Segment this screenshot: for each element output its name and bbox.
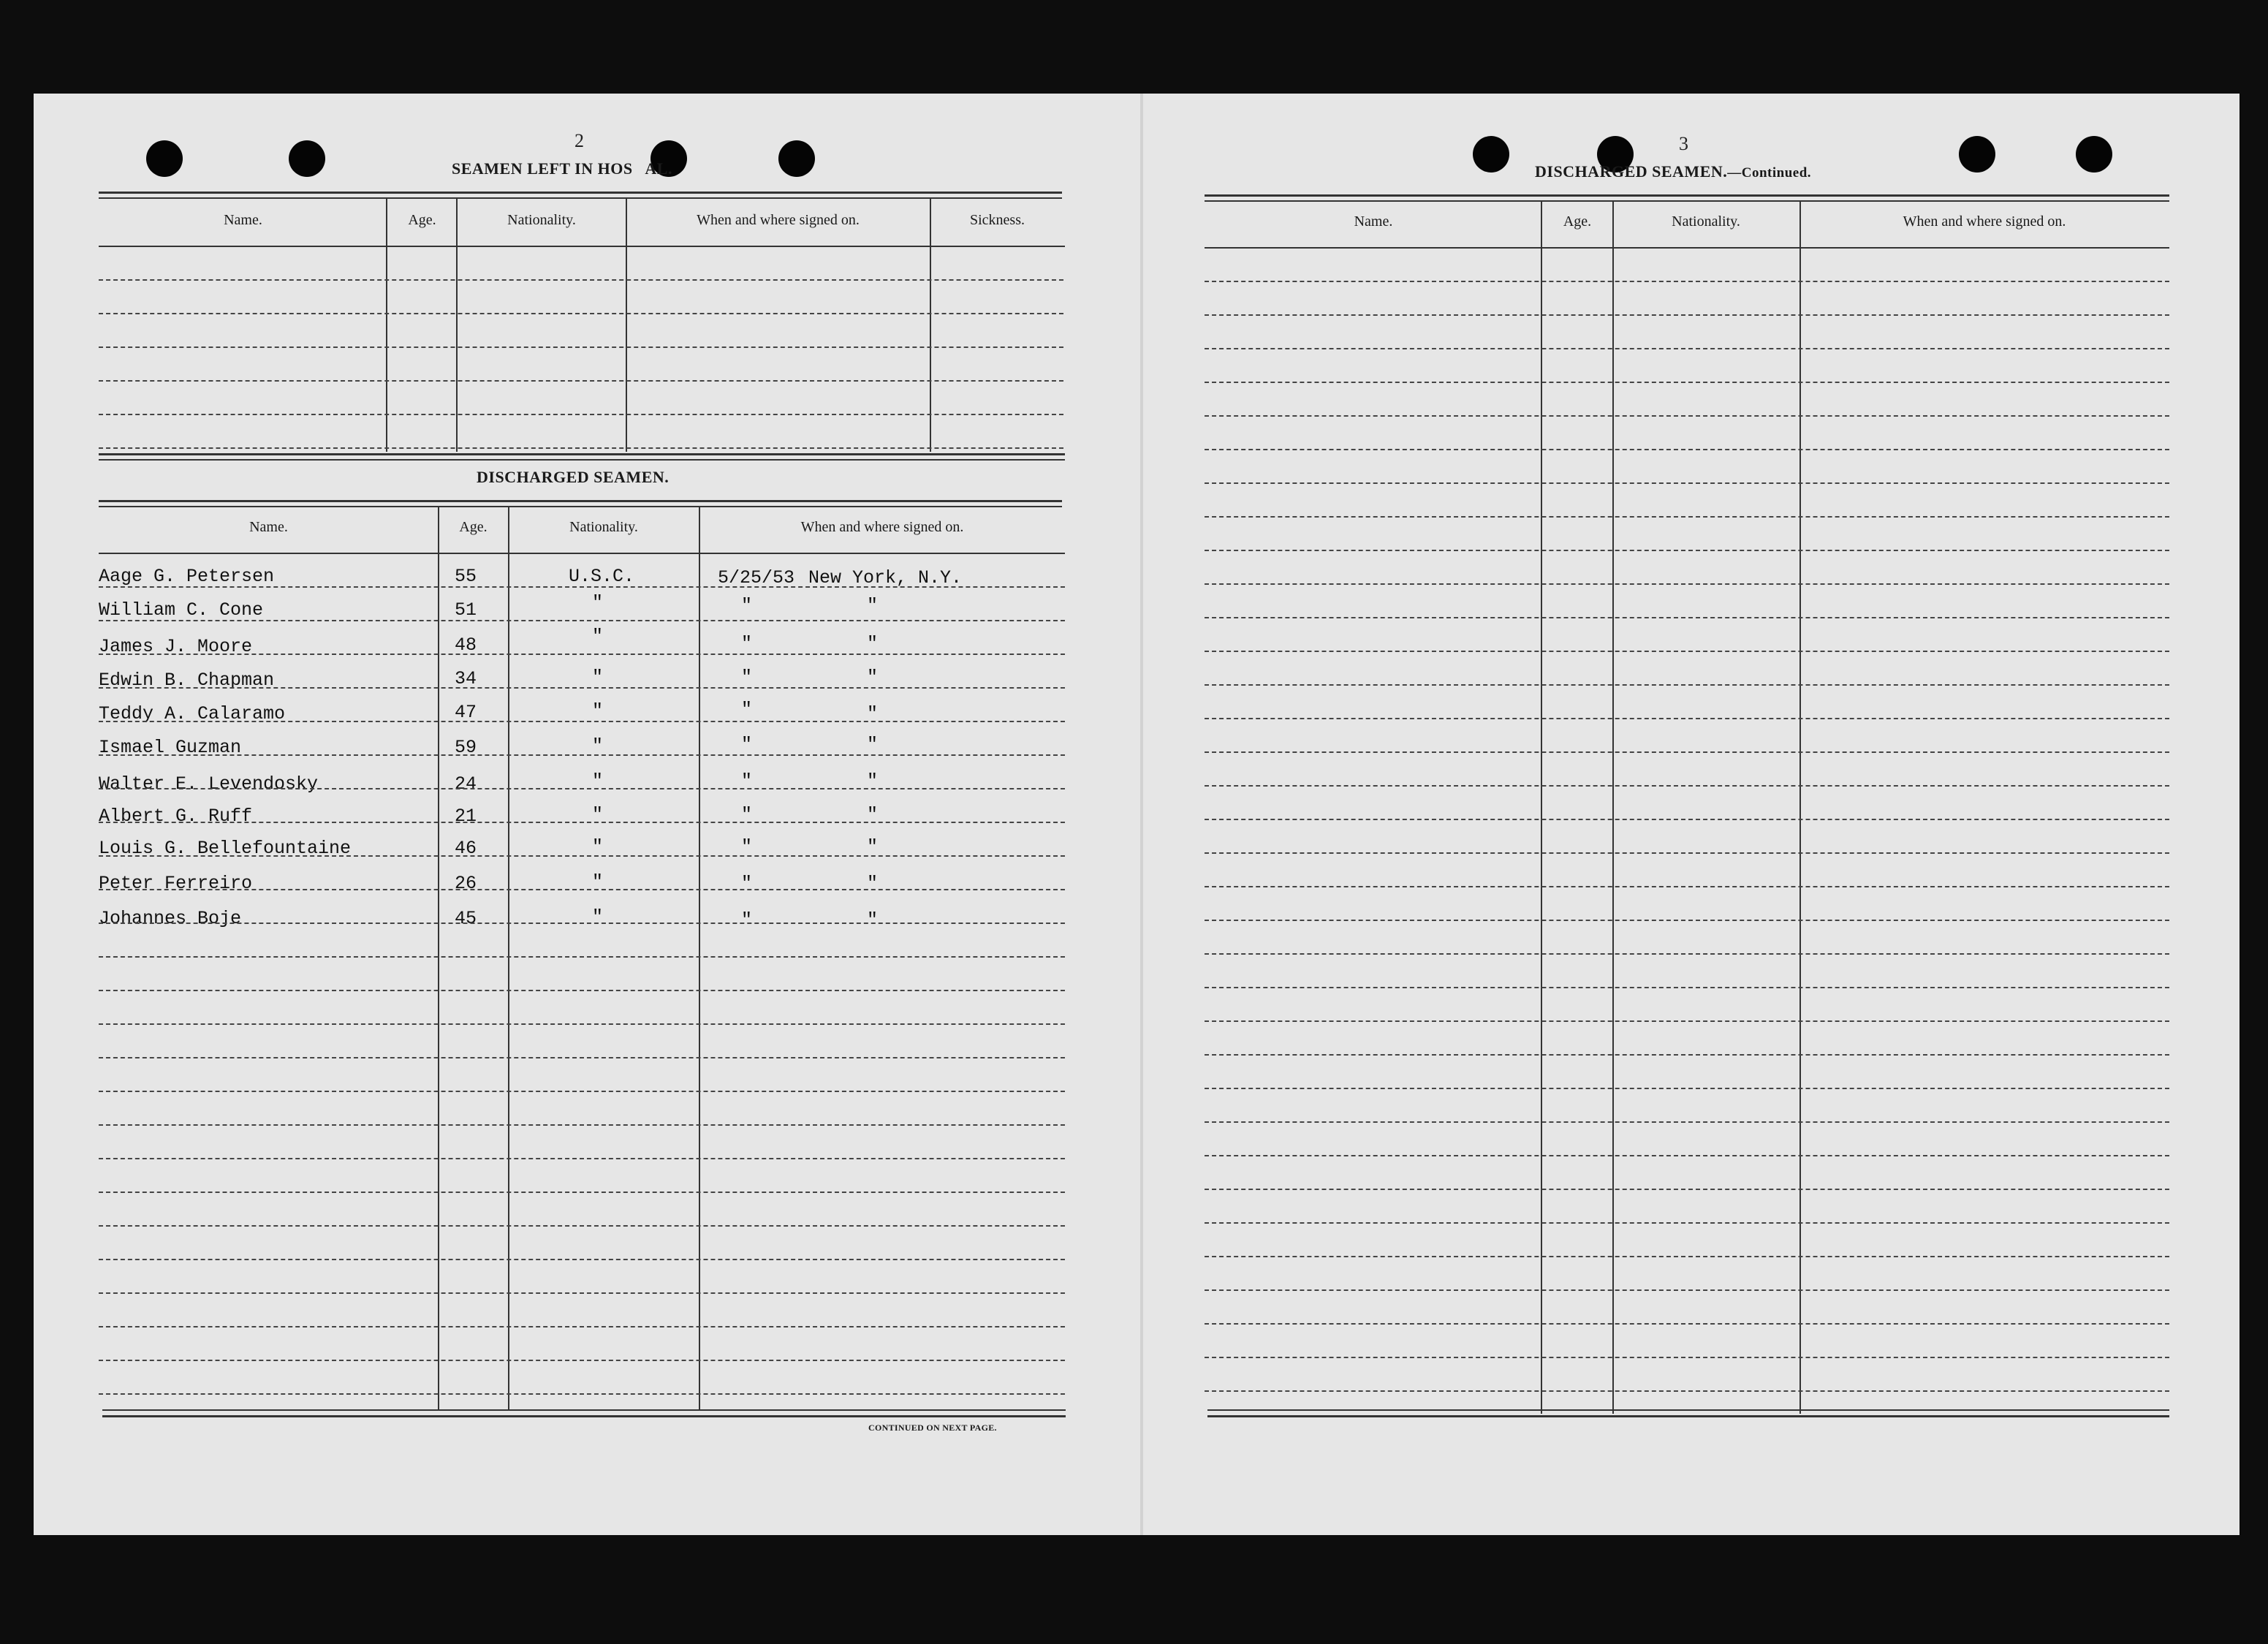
signed-place: ": [867, 633, 879, 654]
row-line: [1205, 920, 2169, 921]
row-line: [99, 1292, 1065, 1294]
signed-date: ": [741, 836, 753, 857]
row-line: [1205, 482, 2169, 484]
row-line: [99, 990, 1065, 991]
col-name: Name.: [1354, 213, 1393, 230]
rule: [1205, 200, 2169, 202]
rule: [1207, 1415, 2169, 1417]
row-line: [1205, 987, 2169, 988]
seaman-age: 46: [455, 838, 477, 859]
row-line: [1205, 415, 2169, 417]
seaman-name: Teddy A. Calaramo: [99, 703, 286, 724]
col-nationality: Nationality.: [1672, 213, 1740, 230]
signed-date: ": [741, 909, 753, 931]
row-line: [99, 313, 1063, 314]
seaman-nationality: ": [592, 667, 604, 688]
signed-place: ": [867, 667, 879, 688]
row-line: [1205, 751, 2169, 753]
row-line: [99, 620, 1065, 621]
row-line: [99, 889, 1065, 890]
hospital-section-title: SEAMEN LEFT IN HOS AL.: [452, 159, 672, 178]
row-line: [99, 721, 1065, 722]
row-line: [99, 1393, 1065, 1395]
rule: [99, 453, 1065, 455]
document-sheet: [34, 94, 2239, 1535]
row-line: [99, 855, 1065, 857]
seaman-nationality: ": [592, 906, 604, 928]
row-line: [1205, 550, 2169, 551]
seaman-nationality: ": [592, 626, 604, 647]
signed-date: ": [741, 595, 753, 616]
row-line: [99, 923, 1065, 924]
row-line: [1205, 684, 2169, 686]
row-line: [1205, 953, 2169, 955]
signed-date: ": [741, 633, 753, 654]
row-line: [99, 1124, 1065, 1126]
col-nationality: Nationality.: [507, 212, 576, 228]
col-divider: [1541, 202, 1542, 1414]
row-line: [99, 447, 1063, 449]
seaman-nationality: ": [592, 804, 604, 825]
rule: [1205, 194, 2169, 197]
col-divider: [699, 507, 700, 1411]
seaman-nationality: U.S.C.: [569, 566, 635, 587]
punch-hole: [2076, 136, 2112, 173]
rule: [99, 553, 1065, 554]
row-line: [1205, 886, 2169, 887]
seaman-age: 45: [455, 908, 477, 929]
row-line: [99, 1057, 1065, 1058]
row-line: [99, 346, 1063, 348]
row-line: [1205, 1088, 2169, 1089]
row-line: [99, 822, 1065, 823]
seaman-age: 55: [455, 566, 477, 587]
rule: [99, 197, 1062, 199]
row-line: [1205, 617, 2169, 618]
row-line: [99, 1225, 1065, 1227]
col-name: Name.: [249, 519, 288, 535]
row-line: [99, 380, 1063, 382]
row-line: [99, 1360, 1065, 1361]
seaman-name: Johannes Boje: [99, 908, 242, 929]
row-line: [1205, 1121, 2169, 1123]
seaman-age: 47: [455, 702, 477, 723]
rule: [99, 192, 1062, 194]
row-line: [1205, 1054, 2169, 1056]
col-divider: [508, 507, 509, 1411]
seaman-name: James J. Moore: [99, 636, 253, 657]
row-line: [99, 279, 1063, 281]
signed-date: ": [741, 667, 753, 688]
punch-hole: [1959, 136, 1995, 173]
row-line: [99, 414, 1063, 415]
row-line: [99, 654, 1065, 655]
punch-hole: [289, 140, 325, 177]
signed-place: ": [867, 804, 879, 825]
rule: [99, 500, 1062, 502]
col-signed-on: When and where signed on.: [1903, 213, 2066, 230]
seaman-name: Albert G. Ruff: [99, 806, 253, 827]
row-line: [99, 956, 1065, 958]
seaman-nationality: ": [592, 735, 604, 757]
row-line: [99, 788, 1065, 789]
row-line: [99, 1091, 1065, 1092]
rule: [102, 1415, 1066, 1417]
seaman-age: 34: [455, 668, 477, 689]
signed-place: ": [867, 703, 879, 724]
left-page-number: 2: [574, 130, 584, 151]
rule: [99, 459, 1065, 461]
punch-hole: [146, 140, 183, 177]
row-line: [99, 1326, 1065, 1327]
row-line: [1205, 785, 2169, 787]
row-line: [1205, 1357, 2169, 1358]
seaman-nationality: ": [592, 770, 604, 792]
row-line: [1205, 583, 2169, 585]
row-line: [99, 1023, 1065, 1025]
row-line: [1205, 819, 2169, 820]
signed-place: ": [867, 734, 879, 755]
seaman-nationality: ": [592, 836, 604, 857]
row-line: [1205, 852, 2169, 854]
row-line: [1205, 1155, 2169, 1156]
row-line: [1205, 1323, 2169, 1325]
row-line: [1205, 314, 2169, 316]
col-age: Age.: [408, 212, 436, 228]
continued-title-main: DISCHARGED SEAMEN.: [1535, 162, 1728, 181]
seaman-name: Aage G. Petersen: [99, 566, 275, 587]
page-fold: [1140, 94, 1143, 1535]
seaman-age: 24: [455, 773, 477, 795]
row-line: [1205, 516, 2169, 518]
col-age: Age.: [459, 519, 488, 535]
row-line: [1205, 382, 2169, 383]
signed-date: ": [741, 734, 753, 755]
row-line: [1205, 1020, 2169, 1022]
rule: [99, 246, 1065, 247]
row-line: [1205, 1390, 2169, 1392]
signed-place: ": [867, 595, 879, 616]
signed-date: ": [741, 873, 753, 894]
seaman-name: Walter E. Levendosky: [99, 773, 319, 795]
punch-hole: [778, 140, 815, 177]
seaman-age: 51: [455, 599, 477, 621]
discharged-section-title: DISCHARGED SEAMEN.: [477, 468, 670, 486]
seaman-nationality: ": [592, 592, 604, 613]
col-nationality: Nationality.: [569, 519, 638, 535]
signed-place: New York, N.Y.: [808, 567, 963, 588]
punch-hole: [1473, 136, 1509, 173]
signed-place: ": [867, 909, 879, 931]
seaman-age: 59: [455, 737, 477, 758]
col-signed-on: When and where signed on.: [697, 212, 860, 228]
col-age: Age.: [1563, 213, 1592, 230]
row-line: [99, 1158, 1065, 1159]
row-line: [1205, 1222, 2169, 1224]
col-divider: [1612, 202, 1614, 1414]
seaman-name: Ismael Guzman: [99, 737, 242, 758]
continued-note: CONTINUED ON NEXT PAGE.: [868, 1423, 997, 1433]
rule: [1207, 1409, 2169, 1411]
rule: [99, 506, 1062, 507]
row-line: [1205, 281, 2169, 282]
seaman-name: Edwin B. Chapman: [99, 670, 275, 691]
signed-date: 5/25/53: [718, 567, 795, 588]
row-line: [1205, 348, 2169, 349]
signed-date: ": [741, 804, 753, 825]
seaman-age: 26: [455, 873, 477, 894]
seaman-age: 48: [455, 635, 477, 656]
seaman-name: William C. Cone: [99, 599, 264, 621]
rule: [102, 1409, 1066, 1411]
col-divider: [1799, 202, 1801, 1414]
seaman-name: Louis G. Bellefountaine: [99, 838, 352, 859]
rule: [1205, 247, 2169, 249]
signed-date: ": [741, 699, 753, 720]
col-name: Name.: [224, 212, 262, 228]
seaman-name: Peter Ferreiro: [99, 873, 253, 894]
seaman-age: 21: [455, 806, 477, 827]
continued-title-suffix: —Continued.: [1727, 165, 1812, 181]
seaman-nationality: ": [592, 871, 604, 893]
row-line: [99, 687, 1065, 689]
row-line: [1205, 718, 2169, 719]
right-page-number: 3: [1679, 133, 1688, 154]
row-line: [99, 1192, 1065, 1193]
signed-place: ": [867, 873, 879, 894]
signed-place: ": [867, 770, 879, 792]
row-line: [1205, 651, 2169, 652]
col-divider: [438, 507, 439, 1411]
signed-date: ": [741, 770, 753, 792]
row-line: [99, 1259, 1065, 1260]
seaman-nationality: ": [592, 700, 604, 721]
row-line: [99, 754, 1065, 756]
row-line: [1205, 449, 2169, 450]
continued-section-title: [1535, 162, 1811, 181]
row-line: [1205, 1256, 2169, 1257]
col-sickness: Sickness.: [970, 212, 1025, 228]
row-line: [1205, 1289, 2169, 1291]
row-line: [99, 586, 1065, 588]
col-signed-on: When and where signed on.: [800, 519, 964, 535]
row-line: [1205, 1189, 2169, 1190]
signed-place: ": [867, 836, 879, 857]
